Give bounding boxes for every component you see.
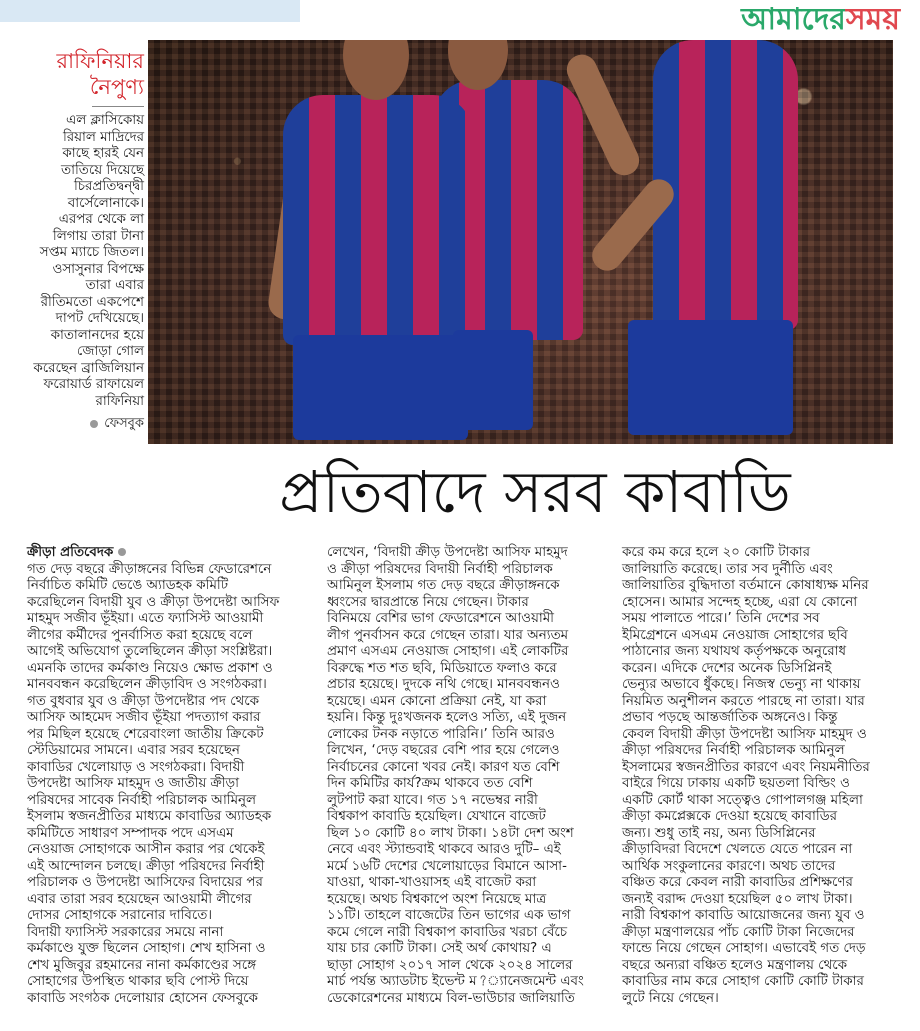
article-line: বিদায়ী ফ্যাসিস্ট সরকারের সময়ে নানা bbox=[27, 924, 224, 940]
article-line: লীগ পুনর্বাসন করে গেছেন তারা। যার অন্যতম bbox=[327, 627, 569, 643]
article-line: হোসেন। আমার সন্দেহ হচ্ছে, এরা যে কোনো bbox=[622, 594, 858, 610]
article-line: বিশ্বকাপ কাবাডি হয়েছিল। যেখানে বাজেট bbox=[327, 809, 546, 824]
article-line: মানববন্ধন করেছিলেন ক্রীড়াবিদ ও সংগঠকরা। bbox=[27, 677, 267, 692]
article-line: করেছিলেন বিদায়ী যুব ও ক্রীড়া উপদেষ্টা আসিফ bbox=[27, 594, 280, 610]
article-line: লিখেন, ‘দেড় বছরের বেশি পার হয়ে গেলেও bbox=[327, 743, 560, 758]
article-line: পরিচালক ও উপদেষ্টা আসিফের বিদায়ের পর bbox=[27, 875, 263, 890]
article-line: গত বুধবার যুব ও ক্রীড়া উপদেষ্টার পদ থেকে bbox=[27, 693, 259, 709]
article-line: এই আন্দোলন চলছে। ক্রীড়া পরিষদের নির্বাহী bbox=[27, 858, 265, 874]
article-line: যায় চার কোটি টাকা। সেই অর্থ কোথায়? এ bbox=[327, 941, 552, 956]
player-figure bbox=[653, 40, 798, 330]
article-photo-barcelona-players bbox=[148, 40, 893, 444]
caption-title-line: নৈপুণ্য bbox=[89, 75, 144, 99]
article-line: জন্য। শুধু তাই নয়, অন্য ডিসিপ্লিনের bbox=[622, 825, 816, 841]
caption-line: এরপর থেকে লা bbox=[58, 212, 144, 227]
article-line: হয়নি। কিন্তু দুঃখজনক হলেও সত্যি, এই দুজন bbox=[327, 710, 567, 725]
article-line: মর্মে ১৬টি দেশের খেলোয়াড়ের বিমানে আসা- bbox=[327, 858, 567, 874]
article-line: পাঠানোর জন্য যথাযথ কর্তৃপক্ষকে অনুরোধ bbox=[622, 644, 846, 659]
article-line: জালিয়াতি করেছে। তার সব দুর্নীতি এবং bbox=[622, 561, 833, 577]
bullet-icon bbox=[90, 420, 98, 428]
article-line: ইসলাম স্বজনপ্রীতির মাধ্যমে কাবাডির অ্যাডহক bbox=[27, 809, 272, 824]
caption-line: সপ্তম ম্যাচে জিতল। bbox=[39, 245, 144, 260]
article-line: কাবাডির খেলোয়াড় ও সংগঠকরা। বিদায়ী bbox=[27, 759, 245, 775]
article-line: ক্রীড়া পরিষদের নির্বাহী পরিচালক আমিনুল bbox=[622, 743, 845, 758]
article-line: ও ক্রীড়া পরিষদের বিদায়ী নির্বাহী পরিচালক bbox=[327, 561, 553, 577]
article-line: দিন কমিটির কার্য?ক্রম থাকবে তত বেশি bbox=[327, 776, 533, 791]
article-line: লুটপাট করা যাবে। গত ১৭ নভেম্বর নারী bbox=[327, 792, 538, 808]
article-line: আসিফ আহমেদ সজীব ভূঁইয়া পদত্যাগ করার bbox=[27, 710, 261, 725]
article-line: পরিষদের সাবেক নির্বাহী পরিচালক আমিনুল bbox=[27, 792, 257, 808]
article-line: ধ্বংসের দ্বারপ্রান্তে নিয়ে গেছেন। টাকার bbox=[327, 594, 529, 610]
article-line: নিয়মিত অনুশীলন করতে পারছে না তারা। যার bbox=[622, 693, 865, 709]
article-line: মাহমুদ সজীব ভূঁইয়া। এতে ফ্যাসিস্ট আওয়ামী bbox=[27, 611, 264, 626]
caption-line: রিয়াল মাদ্রিদের bbox=[62, 129, 144, 145]
article-line: স্টেডিয়ামের সামনে। এবার সরব হয়েছেন bbox=[27, 743, 240, 758]
article-line: এমনকি তাদের কর্মকাণ্ড নিয়েও ক্ষোভ প্রকাশ ও bbox=[27, 660, 273, 676]
article-line: প্রভাব পড়ছে আন্তর্জাতিক অঙ্গনেও। কিন্তু bbox=[622, 710, 838, 725]
article-line: ইমিগ্রেশনে এসএম নেওয়াজ সোহাগের ছবি bbox=[622, 627, 848, 643]
article-line: উপদেষ্টা আসিফ মাহমুদ ও জাতীয় ক্রীড়া bbox=[27, 776, 239, 791]
article-line: করেন। এদিকে দেশের অনেক ডিসিপ্লিনই bbox=[622, 660, 832, 676]
caption-line: তারা এবার bbox=[85, 278, 144, 293]
caption-line: ওসাসুনার বিপক্ষে bbox=[52, 261, 144, 277]
article-line: হয়েছে। এমন কোনো প্রক্রিয়া নেই, যা করা bbox=[327, 693, 547, 709]
caption-divider bbox=[92, 106, 144, 107]
article-line: গত দেড় বছরে ক্রীড়াঙ্গনের বিভিন্ন ফেডারেশনে bbox=[27, 561, 272, 577]
caption-line: চিরপ্রতিদ্বন্দ্বী bbox=[73, 179, 144, 194]
player-shorts bbox=[628, 320, 793, 435]
article-line: এবার তারা সরব হয়েছেন আওয়ামী লীগের bbox=[27, 891, 252, 907]
article-line: জালিয়াতির বুদ্ধিদাতা বর্তমানে কোষাধ্যক্ষ মনির bbox=[622, 578, 869, 593]
article-line: ছিল ১০ কোটি ৪০ লাখ টাকা। ১৪টা দেশ অংশ bbox=[327, 825, 574, 841]
byline bbox=[27, 545, 317, 562]
article-line: প্রচার হয়েছে। দুদকে নথি গেছে। মানববন্ধনও bbox=[327, 677, 560, 692]
article-line: ভেন্যুর অভাবে ধুঁকছে। নিজস্ব ভেন্যু না থাকায় bbox=[622, 677, 861, 692]
article-line: ডেকোরেশনের মাধ্যমে বিল-ভাউচার জালিয়াতি bbox=[327, 990, 575, 1006]
photo-credit-text: ফেসবুক bbox=[104, 416, 144, 431]
article-line: ক্রীড়া কমপ্লেক্সকে দেওয়া হয়েছে কাবাডির bbox=[622, 809, 837, 824]
article-line: প্রমাণ এসএম নেওয়াজ সোহাগ। এই লোকটির bbox=[327, 644, 569, 659]
article-line: হয়েছে। অথচ বিশ্বকাপে অংশ নিয়েছে মাত্র bbox=[327, 891, 547, 907]
article-line: নেবে এবং স্ট্যান্ডবাই থাকবে আরও দুটি– এই bbox=[327, 842, 561, 857]
article-line: জন্যই বরাদ্দ দেওয়া হয়েছিল ৫০ লাখ টাকা। bbox=[622, 891, 853, 907]
article-line: লুটে নিয়ে গেছেন। bbox=[622, 990, 719, 1006]
byline-text: ক্রীড়া প্রতিবেদক bbox=[27, 545, 114, 560]
caption-title-line: রাফিনিয়ার bbox=[56, 49, 144, 73]
headline: প্রতিবাদে সরব কাবাডি bbox=[279, 458, 791, 526]
article-line: লেখেন, ‘বিদায়ী ক্রীড় উপদেষ্টা আসিফ মাহমুদ bbox=[327, 545, 568, 560]
article-line: নারী বিশ্বকাপ কাবাডি আয়োজনের জন্য যুব ও bbox=[622, 908, 865, 923]
article-line: বছরে অন্যরা বঞ্চিত হলেও মন্ত্রণালয় থেকে bbox=[622, 957, 848, 973]
caption-line: লিগায় তারা টানা bbox=[52, 228, 144, 244]
article-line: কমিটিতে সাধারণ সম্পাদক পদে এসএম bbox=[27, 825, 234, 841]
article-line: বিনিময়ে বেশির ভাগ ফেডারেশনে আওয়ামী bbox=[327, 611, 554, 626]
caption-line: দাপট দেখিয়েছে। bbox=[55, 311, 144, 326]
article-line: কমে গেলে নারী বিশ্বকাপ কাবাডির খরচা বেঁচে bbox=[327, 924, 568, 940]
article-line: কর্মকাণ্ডে যুক্ত ছিলেন সোহাগ। শেখ হাসিনা ও bbox=[27, 941, 266, 956]
article-line: বঞ্চিত করে কেবল নারী কাবাডির প্রশিক্ষণের bbox=[622, 875, 853, 890]
bullet-icon bbox=[118, 548, 126, 556]
article-line: করে কম করে হলে ২০ কোটি টাকার bbox=[622, 545, 810, 560]
article-line: ইসলামের স্বজনপ্রীতির কারণে এবং নিয়মনীতির bbox=[622, 759, 870, 775]
caption-line: করেছেন ব্রাজিলিয়ান bbox=[33, 360, 144, 376]
player-shorts bbox=[453, 330, 533, 430]
article-line: নির্বাচিত কমিটি ভেঙে অ্যাডহক কমিটি bbox=[27, 578, 229, 593]
watermark-part1: আমাদের bbox=[741, 2, 846, 37]
article-line: বাইরে গিয়ে ঢাকায় একটি ছয়তলা বিল্ডিং ও bbox=[622, 776, 850, 791]
caption-line: রীতিমতো একপেশে bbox=[40, 294, 144, 310]
article-line: আর্থিক সংকুলানের কারণে। অথচ তাদের bbox=[622, 858, 836, 874]
watermark-part2: সময় bbox=[845, 2, 900, 37]
article-line: ১১টি। তাহলে বাজেটের তিন ভাগের এক ভাগ bbox=[327, 908, 571, 923]
article-line: নেওয়াজ সোহাগকে আসীন করার পর থেকেই bbox=[27, 842, 265, 857]
caption-line: জোড়া গোল bbox=[76, 344, 144, 359]
player-figure bbox=[283, 95, 473, 345]
caption-line: এল ক্লাসিকোয় bbox=[66, 113, 144, 128]
article-line: শেখ মুজিবুর রহমানের নানা কর্মকাণ্ডের সঙ্গে bbox=[27, 957, 256, 973]
article-line: ফান্ডে নিয়ে গেছেন সোহাগ। এভাবেই গত দেড় bbox=[622, 941, 866, 956]
caption-body bbox=[22, 113, 144, 410]
article-line: ক্রীড়াবিদরা বিদেশে খেলতে যেতে পারেন না bbox=[622, 842, 853, 857]
caption-line: তাতিয়ে দিয়েছে bbox=[61, 162, 144, 178]
article-column-2 bbox=[327, 545, 614, 1007]
article-line: ছাড়া সোহাগ ২০১৭ সাল থেকে ২০২৪ সালের bbox=[327, 957, 573, 973]
caption-title bbox=[22, 48, 144, 100]
article-line: কাবাডি সংগঠক দেলোয়ার হোসেন ফেসবুকে bbox=[27, 990, 258, 1006]
article-line: একটি কোর্ট থাকা সত্ত্বেও গোপালগঞ্জ মহিলা bbox=[622, 792, 863, 808]
article-line: বিরুদ্ধে শত শত ছবি, মিডিয়াতে ফলাও করে bbox=[327, 660, 557, 676]
article-line: ক্রীড়া মন্ত্রণালয়ের পাঁচ কোটি টাকা নিজেদের bbox=[622, 924, 855, 940]
photo-caption bbox=[22, 48, 144, 432]
caption-line: রাফিনিয়া bbox=[95, 393, 144, 409]
article-line: যাওয়া, থাকা-খাওয়াসহ এই বাজেট করা bbox=[327, 875, 537, 890]
article-line: নির্বাচনের কোনো খবর নেই। কারণ যত বেশি bbox=[327, 759, 560, 775]
caption-line: কাতালানদের হয়ে bbox=[50, 327, 144, 343]
article-column-3 bbox=[622, 545, 907, 1007]
newspaper-watermark-logo bbox=[741, 2, 900, 38]
article-line: সময় পালাতে পারে।’ তিনি দেশের সব bbox=[622, 611, 820, 626]
article-line: লীগের কর্মীদের পুনর্বাসিত করা হয়েছে বলে bbox=[27, 627, 253, 643]
photo-credit bbox=[22, 416, 144, 432]
article-line: কাবাডির নাম করে সোহাগ কোটি কোটি টাকার bbox=[622, 974, 864, 989]
caption-line: বার্সেলোনাকে। bbox=[67, 195, 144, 211]
article-column-1 bbox=[27, 545, 317, 1007]
article-line: সোহাগের উপস্থিত থাকার ছবি পোস্ট দিয়ে bbox=[27, 974, 249, 989]
article-line: আগেই অভিযোগ তুলেছিলেন ক্রীড়া সংশ্লিষ্টরা। bbox=[27, 644, 273, 659]
top-bar bbox=[0, 0, 300, 22]
player-shorts bbox=[293, 335, 468, 440]
article-line: আমিনুল ইসলাম গত দেড় বছরে ক্রীড়াঙ্গনকে bbox=[327, 578, 560, 593]
caption-line: ফরোয়ার্ড রাফায়েল bbox=[43, 377, 144, 392]
article-line: মার্চ পর্যন্ত অ্যাডটাচ ইভেন্ট ম?্যানেজমেন্ট এবং bbox=[327, 974, 584, 989]
article-line: দোসর সোহাগকে সরানোর দাবিতে। bbox=[27, 908, 213, 923]
article-line: পর মিছিল হয়েছে শেরেবাংলা জাতীয় ক্রিকেট bbox=[27, 726, 264, 742]
article-line: লোকের টনক নড়াতে পারিনি।’ তিনি আরও bbox=[327, 726, 555, 742]
article-line: কেবল বিদায়ী ক্রীড়া উপদেষ্টা আসিফ মাহমুদ ও bbox=[622, 726, 867, 742]
caption-line: কাছে হারই যেন bbox=[62, 146, 144, 161]
